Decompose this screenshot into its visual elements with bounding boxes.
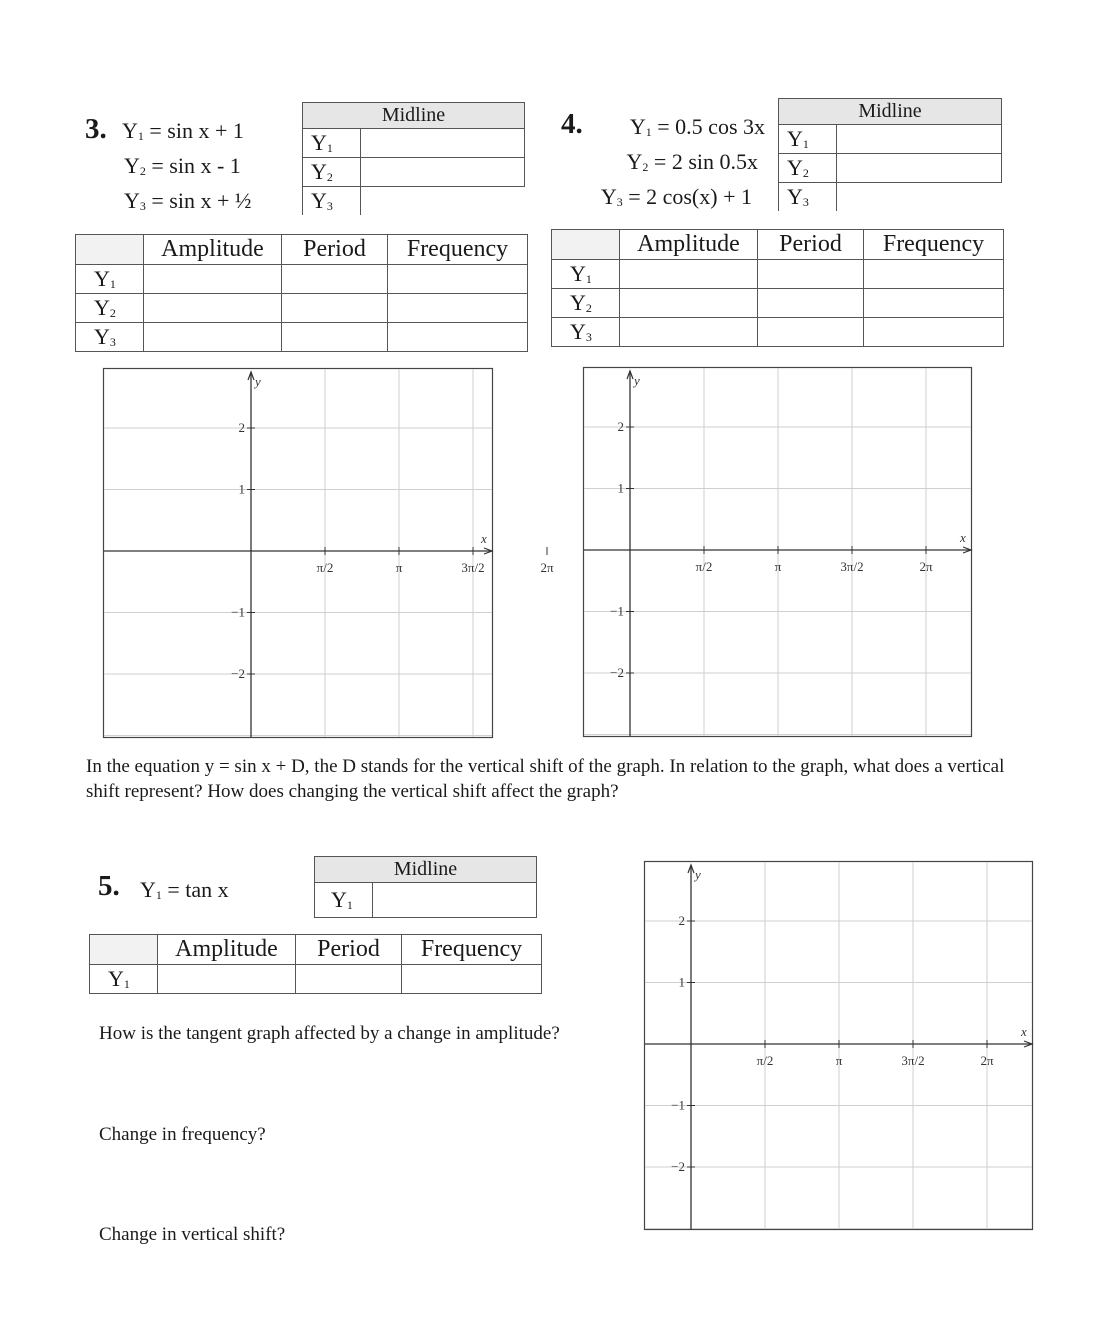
- x-tick-label: π: [774, 559, 782, 574]
- x-tick-label: π/2: [316, 560, 334, 575]
- x-tick-label: π: [395, 560, 403, 575]
- row-label-y3: $Y_3$: [303, 187, 361, 216]
- amplitude-input-y3[interactable]: [144, 323, 282, 352]
- row-label-y3: $Y_3$: [552, 318, 620, 347]
- row-label-y1: $Y_1$: [76, 265, 144, 294]
- y-tick-label: 2: [238, 420, 245, 435]
- problem-4-number: 4.: [561, 108, 583, 140]
- period-input-y1[interactable]: [296, 965, 402, 994]
- frequency-input-y3[interactable]: [388, 323, 528, 352]
- midline-input-y2[interactable]: [837, 154, 1002, 183]
- period-header: Period: [282, 235, 388, 265]
- midline-header: Midline: [779, 99, 1002, 125]
- amplitude-input-y2[interactable]: [620, 289, 758, 318]
- row-label-y2: $Y_2$: [779, 154, 837, 183]
- row-label-y2: $Y_2$: [76, 294, 144, 323]
- y-tick-label: 2: [678, 913, 685, 928]
- problem-5-amplitude-table: [89, 934, 542, 994]
- amplitude-input-y1[interactable]: [620, 260, 758, 289]
- problem-3-equations: [122, 116, 251, 221]
- x-tick-label: 2π: [540, 560, 554, 575]
- problem-5-midline-table: [314, 856, 537, 918]
- y-tick-label: −2: [610, 665, 624, 680]
- frequency-input-y2[interactable]: [388, 294, 528, 323]
- tangent-vertical-shift-question: Change in vertical shift?: [99, 1224, 286, 1245]
- corner-cell: [76, 235, 144, 265]
- period-input-y3[interactable]: [758, 318, 864, 347]
- problem-3-midline-table: [302, 102, 525, 215]
- tangent-amplitude-question: How is the tangent graph affected by a change in amplitude?: [99, 1023, 560, 1044]
- vertical-shift-question: In the equation y = sin x + D, the D stands for the vertical shift of the graph. In relation to the graph, what does a vertical shift represent? How does changing the vertical shift affect the graph?: [86, 756, 1005, 802]
- midline-input-y1[interactable]: [361, 129, 525, 158]
- row-label-y2: $Y_2$: [303, 158, 361, 187]
- x-axis-label: x: [1021, 1024, 1027, 1039]
- frequency-input-y2[interactable]: [864, 289, 1004, 318]
- problem-3-number: 3.: [85, 113, 107, 145]
- y-tick-label: −1: [671, 1097, 685, 1113]
- period-input-y2[interactable]: [758, 289, 864, 318]
- x-tick-label: 3π/2: [840, 559, 864, 574]
- x-tick-label: 2π: [980, 1053, 994, 1068]
- x-axis-label: x: [960, 530, 966, 545]
- problem-4-midline-table: [778, 98, 1002, 211]
- problem-5-equations: [140, 875, 229, 910]
- x-tick-label: 3π/2: [461, 560, 485, 575]
- corner-cell: [552, 230, 620, 260]
- amplitude-header: Amplitude: [144, 235, 282, 265]
- period-input-y1[interactable]: [282, 265, 388, 294]
- y-tick-label: 2: [617, 419, 624, 434]
- y-tick-label: −2: [231, 666, 245, 681]
- frequency-input-y1[interactable]: [864, 260, 1004, 289]
- frequency-header: Frequency: [864, 230, 1004, 260]
- equation-y3: $Y_3 = \sin x$ + ½: [124, 188, 252, 213]
- amplitude-input-y3[interactable]: [620, 318, 758, 347]
- equation-y1: $Y_1 = \sin x + 1$: [122, 118, 244, 143]
- equation-y2: $Y_2 = \sin x - 1$: [124, 153, 241, 178]
- frequency-input-y1[interactable]: [402, 965, 542, 994]
- problem-5-number: 5.: [98, 870, 120, 902]
- row-label-y1: $Y_1$: [90, 965, 158, 994]
- period-header: Period: [296, 935, 402, 965]
- equation-y3: $Y_3 = 2$ cos(x) + 1: [600, 184, 752, 209]
- equation-y1: $Y_1 = \tan x$: [140, 877, 229, 902]
- row-label-y3: $Y_3$: [76, 323, 144, 352]
- row-label-y1: $Y_1$: [315, 883, 373, 918]
- row-label-y1: $Y_1$: [779, 125, 837, 154]
- x-tick-label: π: [835, 1053, 843, 1068]
- x-tick-label: π/2: [695, 559, 713, 574]
- x-axis-label: x: [481, 531, 487, 546]
- amplitude-header: Amplitude: [158, 935, 296, 965]
- y-tick-label: −1: [610, 603, 624, 619]
- y-tick-label: 1: [678, 974, 685, 990]
- row-label-y3: $Y_3$: [779, 183, 837, 212]
- problem-4-amplitude-table: [551, 229, 1004, 347]
- y-axis-label: y: [695, 867, 701, 882]
- frequency-input-y3[interactable]: [864, 318, 1004, 347]
- midline-input-y3[interactable]: [837, 183, 1002, 212]
- midline-input-y1[interactable]: [373, 883, 537, 918]
- amplitude-header: Amplitude: [620, 230, 758, 260]
- y-axis-label: y: [255, 374, 261, 389]
- problem-5-graph[interactable]: [644, 861, 1033, 1230]
- frequency-header: Frequency: [388, 235, 528, 265]
- period-header: Period: [758, 230, 864, 260]
- problem-3-amplitude-table: [75, 234, 528, 352]
- amplitude-input-y2[interactable]: [144, 294, 282, 323]
- midline-header: Midline: [315, 857, 537, 883]
- period-input-y2[interactable]: [282, 294, 388, 323]
- frequency-input-y1[interactable]: [388, 265, 528, 294]
- problem-3-graph[interactable]: [103, 368, 554, 738]
- equation-y1: $Y_1 = 0.5$ cos 3x: [629, 114, 765, 139]
- equation-y2: $Y_2 = 2$ sin 0.5x: [626, 149, 758, 174]
- row-label-y1: $Y_1$: [552, 260, 620, 289]
- amplitude-input-y1[interactable]: [158, 965, 296, 994]
- y-tick-label: 1: [238, 481, 245, 497]
- midline-input-y3[interactable]: [361, 187, 525, 216]
- y-axis-label: y: [634, 373, 640, 388]
- period-input-y3[interactable]: [282, 323, 388, 352]
- row-label-y1: $Y_1$: [303, 129, 361, 158]
- row-label-y2: $Y_2$: [552, 289, 620, 318]
- y-tick-label: −2: [671, 1159, 685, 1174]
- y-tick-label: −1: [231, 604, 245, 620]
- problem-4-graph[interactable]: [583, 367, 972, 737]
- problem-4-equations: [580, 112, 765, 217]
- period-input-y1[interactable]: [758, 260, 864, 289]
- frequency-header: Frequency: [402, 935, 542, 965]
- y-tick-label: 1: [617, 480, 624, 496]
- amplitude-input-y1[interactable]: [144, 265, 282, 294]
- midline-input-y1[interactable]: [837, 125, 1002, 154]
- x-tick-label: 2π: [919, 559, 933, 574]
- tangent-frequency-question: Change in frequency?: [99, 1124, 266, 1145]
- x-tick-label: 3π/2: [901, 1053, 925, 1068]
- corner-cell: [90, 935, 158, 965]
- x-tick-label: π/2: [756, 1053, 774, 1068]
- midline-header: Midline: [303, 103, 525, 129]
- graph-frame: [104, 369, 493, 738]
- midline-input-y2[interactable]: [361, 158, 525, 187]
